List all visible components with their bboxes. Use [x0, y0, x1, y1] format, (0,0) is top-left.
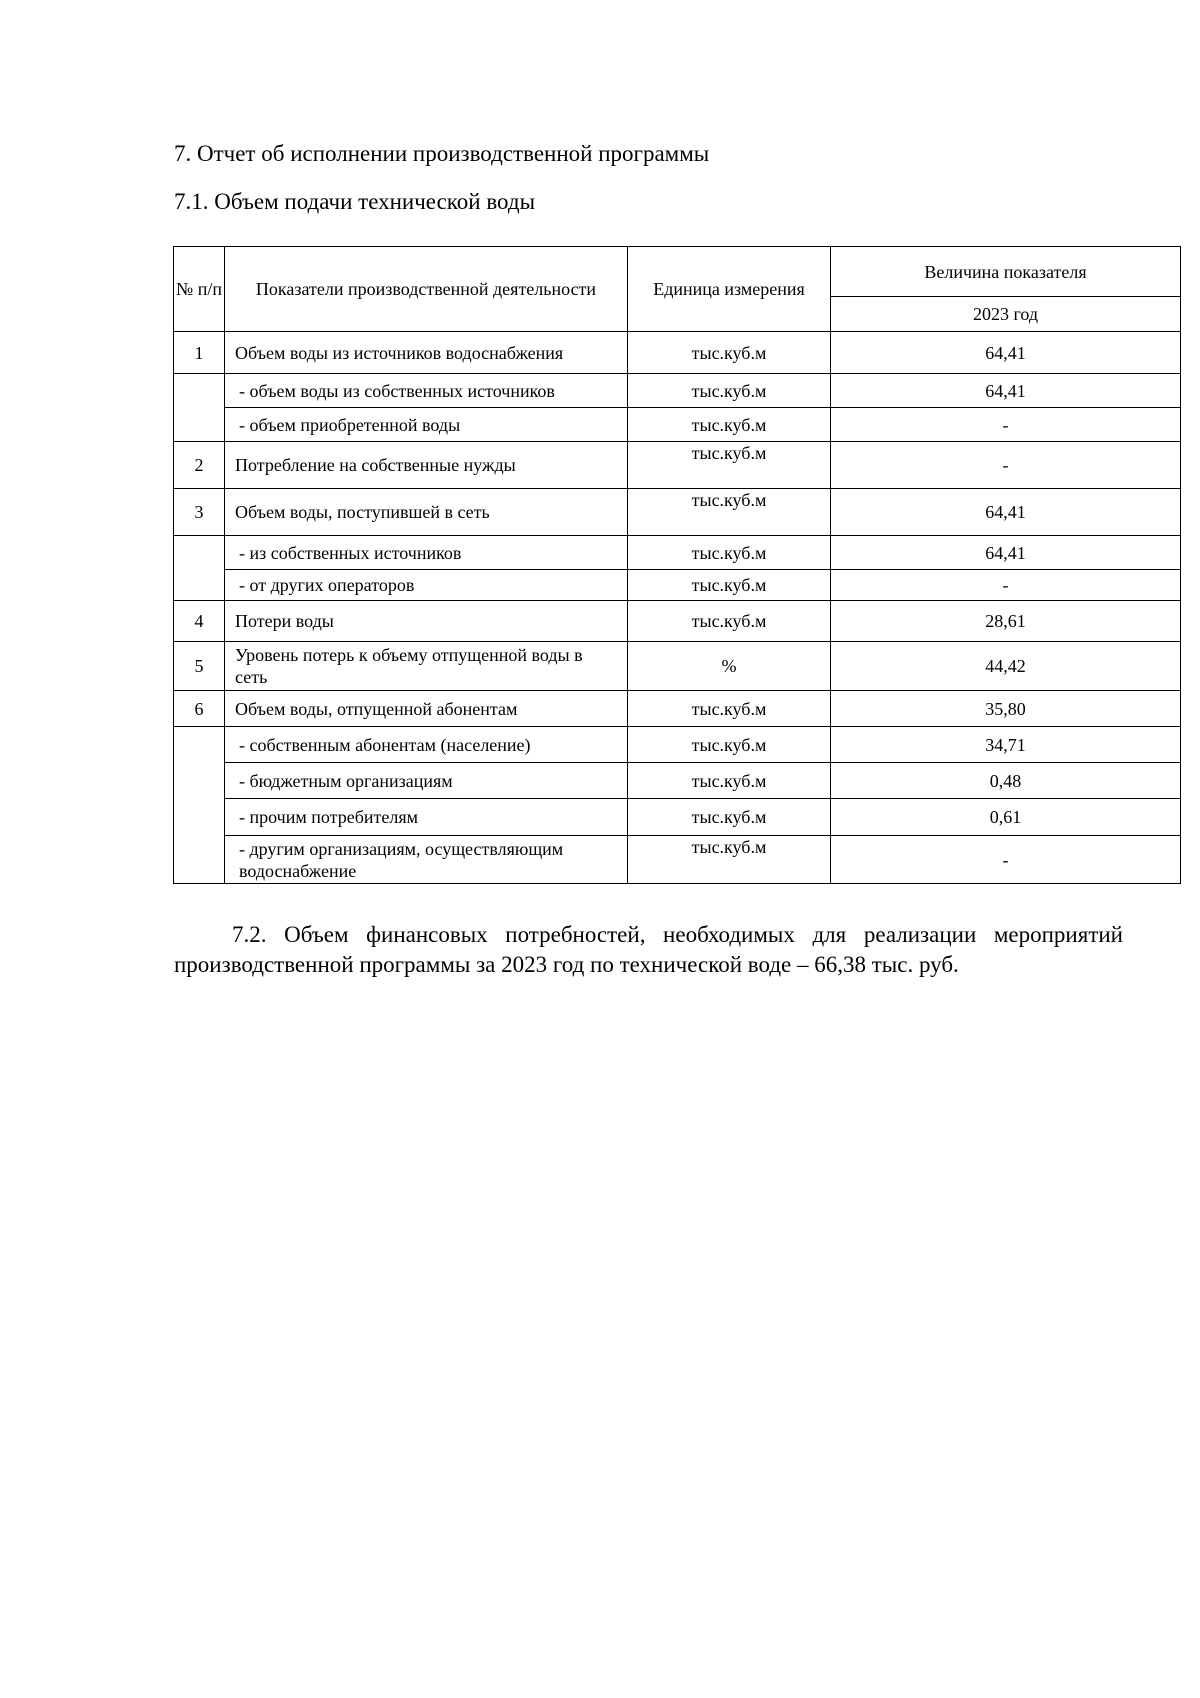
row-indicator: - другим организациям, осуществляющим водоснабжение: [225, 836, 628, 884]
row-number: [174, 374, 225, 442]
row-number: 5: [174, 642, 225, 691]
table-row: [174, 799, 1181, 836]
table-row: [174, 408, 1181, 442]
row-indicator: Потребление на собственные нужды: [225, 442, 628, 489]
row-unit: тыс.куб.м: [628, 727, 831, 763]
row-number: [174, 727, 225, 884]
table-row: [174, 489, 1181, 536]
header-year: 2023 год: [831, 297, 1181, 332]
row-indicator: Уровень потерь к объему отпущенной воды в сеть: [225, 642, 628, 691]
table-row: [174, 836, 1181, 884]
row-indicator: Объем воды, поступившей в сеть: [225, 489, 628, 536]
row-number: 3: [174, 489, 225, 536]
row-indicator: Объем воды из источников водоснабжения: [225, 332, 628, 374]
row-indicator: Объем воды, отпущенной абонентам: [225, 691, 628, 727]
table-row: [174, 727, 1181, 763]
section-title: 7. Отчет об исполнении производственной программы: [174, 141, 710, 166]
table-row: [174, 642, 1181, 691]
table-row: [174, 570, 1181, 601]
row-value: 64,41: [831, 374, 1181, 408]
row-indicator: - из собственных источников: [225, 536, 628, 570]
row-value: 34,71: [831, 727, 1181, 763]
table-row: [174, 536, 1181, 570]
row-value: 35,80: [831, 691, 1181, 727]
row-value: -: [831, 442, 1181, 489]
row-unit: тыс.куб.м: [628, 799, 831, 836]
table-row: [174, 601, 1181, 642]
row-unit: тыс.куб.м: [628, 489, 831, 536]
row-value: -: [831, 408, 1181, 442]
row-number: 4: [174, 601, 225, 642]
table-row: [174, 763, 1181, 799]
row-unit: тыс.куб.м: [628, 601, 831, 642]
row-value: 64,41: [831, 332, 1181, 374]
row-unit: %: [628, 642, 831, 691]
table-header-row: [174, 247, 1181, 297]
row-indicator: - собственным абонентам (население): [225, 727, 628, 763]
row-value: -: [831, 836, 1181, 884]
table-row: [174, 374, 1181, 408]
row-number: [174, 536, 225, 601]
row-unit: тыс.куб.м: [628, 374, 831, 408]
row-value: -: [831, 570, 1181, 601]
subsection-title: 7.1. Объем подачи технической воды: [174, 189, 536, 214]
row-value: 0,61: [831, 799, 1181, 836]
header-number: № п/п: [174, 247, 225, 332]
row-unit: тыс.куб.м: [628, 442, 831, 489]
row-indicator: - объем воды из собственных источников: [225, 374, 628, 408]
header-indicator: Показатели производственной деятельности: [225, 247, 628, 332]
row-indicator: Потери воды: [225, 601, 628, 642]
paragraph-financial-needs: 7.2. Объем финансовых потребностей, необходимых для реализации мероприятий производственной программы за 2023 год по технической воде – 66,38 тыс. руб.: [174, 922, 1123, 977]
header-unit: Единица измерения: [628, 247, 831, 332]
header-value: Величина показателя: [831, 247, 1181, 297]
row-value: 44,42: [831, 642, 1181, 691]
row-unit: тыс.куб.м: [628, 570, 831, 601]
row-unit: тыс.куб.м: [628, 691, 831, 727]
row-indicator: - от других операторов: [225, 570, 628, 601]
table-row: [174, 332, 1181, 374]
row-value: 28,61: [831, 601, 1181, 642]
row-unit: тыс.куб.м: [628, 836, 831, 884]
row-unit: тыс.куб.м: [628, 763, 831, 799]
table-row: [174, 442, 1181, 489]
row-unit: тыс.куб.м: [628, 332, 831, 374]
row-unit: тыс.куб.м: [628, 408, 831, 442]
water-supply-table: [173, 246, 1181, 884]
row-indicator: - прочим потребителям: [225, 799, 628, 836]
row-indicator: - бюджетным организациям: [225, 763, 628, 799]
row-value: 64,41: [831, 489, 1181, 536]
table-row: [174, 691, 1181, 727]
row-number: 6: [174, 691, 225, 727]
row-indicator: - объем приобретенной воды: [225, 408, 628, 442]
row-number: 2: [174, 442, 225, 489]
row-unit: тыс.куб.м: [628, 536, 831, 570]
row-value: 0,48: [831, 763, 1181, 799]
row-number: 1: [174, 332, 225, 374]
row-value: 64,41: [831, 536, 1181, 570]
